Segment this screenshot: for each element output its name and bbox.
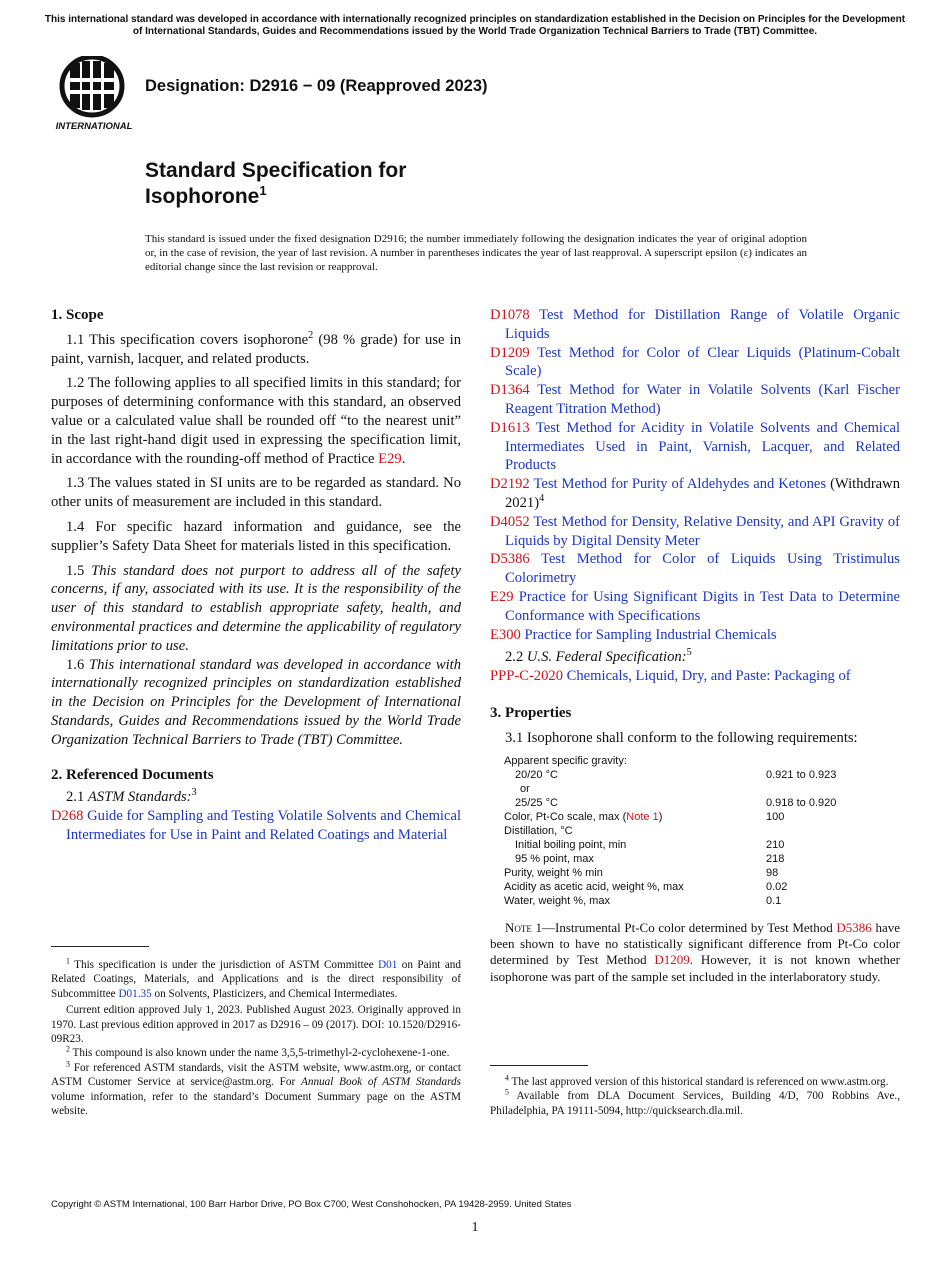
properties-intro: 3.1 Isophorone shall conform to the following requirements: [505, 729, 858, 746]
ref-code[interactable]: D1078 [490, 307, 530, 323]
ref-item [490, 306, 900, 344]
scope-1-6: 1.6 This international standard was developed in accordance with internationally recognized principles on standardization established in the Decision on Principles for the Development of International Standards, Guides and Recommendations issued by the World Trade Organization Technical Barriers to Trade (TBT) Committee. [51, 656, 462, 748]
scope-heading: 1. Scope [51, 307, 104, 323]
scope-1-2: 1.2 The following applies to all specified limits in this standard; for purposes of determining conformance with this standard, an observed value or a calculated value shall be rounded off “to the nearest unit” in the last right-hand digit used in expressing the specification limit, in accordance with the rounding-off method of Practice E29. [51, 375, 461, 467]
ref-item [490, 513, 900, 551]
ref-title[interactable]: Test Method for Water in Volatile Solvents (Karl Fischer Reagent Titration Method) [505, 382, 900, 417]
ref-title[interactable]: Test Method for Color of Clear Liquids (Platinum-Cobalt Scale) [505, 344, 900, 380]
title-line-2: Isophorone [145, 185, 260, 208]
ref-code[interactable]: D268 [51, 808, 84, 825]
ref-code[interactable]: D1209 [490, 344, 530, 361]
footnote-divider-right [490, 1065, 588, 1066]
ref-item [490, 626, 900, 645]
note-1: Note 1—Instrumental Pt-Co color determined by Test Method D5386 have been shown to have no statistically significant difference from Pt-Co color determined by Test Method D1209. However, it is not known whether isophorone was part of the sample set included in the interlaboratory study. [490, 919, 901, 984]
ref-item [51, 807, 461, 845]
scope-1-3: 1.3 The values stated in SI units are to be regarded as standard. No other units of measurement are included in this standard. [51, 475, 461, 511]
table-row: or [520, 782, 530, 795]
astm-standards-label: 2.1 ASTM Standards:$^3$ [66, 787, 197, 806]
table-row: 20/20 °C 0.921 to 0.923 [515, 768, 837, 781]
table-row: 25/25 °C 0.918 to 0.920 [515, 796, 837, 809]
table-row: Purity, weight % min 98 [504, 866, 779, 879]
footnote-3: $^3$ For referenced ASTM standards, visit the ASTM website, www.astm.org, or contact ASTM Customer Service at service@astm.org. For Annual Book of ASTM Standards volume information, refer to the standard’s Document Summary page on the ASTM website. [51, 1059, 461, 1118]
ref-item [490, 550, 900, 588]
footnote-1-edition: Current edition approved July 1, 2023. Published August 2023. Originally approved in 1970. Last previous edition approved in 2017 as D2916 – 09 (2017). DOI: 10.1520/D2916-09R23. [51, 1004, 461, 1046]
ref-title[interactable]: Test Method for Acidity in Volatile Solvents and Chemical Intermediates Used in Paint, Varnish, Lacquer, and Related Products [505, 419, 900, 474]
ref-code[interactable]: D1613 [490, 419, 530, 436]
ref-title[interactable]: Practice for Sampling Industrial Chemicals [524, 626, 777, 643]
table-row: Color, Pt-Co scale, max (Note 1) 100 [504, 810, 785, 823]
top-notice: This international standard was developed in accordance with internationally recognized principles on standardization established in the Decision on Principles for the Development of International Standards, Guides and Recommendations issued by the World Trade Organization Technical Barriers to Trade (TBT) Committee. [44, 14, 906, 37]
ref-item [490, 475, 900, 513]
federal-spec-label: 2.2 U.S. Federal Specification:$^5$ [505, 647, 692, 666]
ref-code[interactable]: D1364 [490, 382, 530, 399]
designation: Designation: D2916 − 09 (Reapproved 2023) [145, 77, 488, 95]
link-d01-35[interactable]: D01.35 [118, 987, 152, 1000]
right-column [490, 306, 900, 985]
link-e29[interactable]: E29 [378, 450, 402, 467]
ref-code[interactable]: D5386 [490, 551, 530, 568]
ref-withdrawn: (Withdrawn 2021) [505, 476, 900, 511]
table-row: Apparent specific gravity: [504, 754, 627, 767]
astm-logo [52, 56, 136, 132]
footnote-4: $^4$ The last approved version of this historical standard is referenced on www.astm.org. [505, 1073, 889, 1088]
footnotes-left [51, 958, 461, 1118]
ref-item [490, 381, 900, 419]
title-footnote-ref[interactable]: 1 [259, 183, 267, 198]
ref-code[interactable]: E29 [490, 588, 514, 605]
ref-code[interactable]: D4052 [490, 513, 530, 530]
federal-ref-item [490, 667, 900, 686]
table-row: 95 % point, max 218 [515, 852, 785, 865]
properties-heading: 3. Properties [490, 704, 572, 721]
astm-reference-list [490, 306, 900, 644]
footnote-ref-2[interactable]: 2 [308, 329, 314, 341]
link-d01[interactable]: D01 [378, 959, 398, 971]
table-row: Distillation, °C [504, 824, 573, 837]
issued-note: This standard is issued under the fixed designation D2916; the number immediately following the designation indicates the year of original adoption or, in the case of revision, the year of last revision. A number in parentheses indicates the year of last reapproval. A superscript epsilon (ε) indicates an editorial change since the last revision or reapproval. [145, 233, 807, 273]
copyright: Copyright © ASTM International, 100 Barr Harbor Drive, PO Box C700, West Conshohocken, PA 19428-2959. United States [51, 1199, 572, 1210]
ref-item [490, 344, 900, 382]
footnote-ref-4[interactable]: 4 [539, 493, 545, 505]
footnote-ref-3[interactable]: 3 [191, 787, 197, 799]
logo-text: INTERNATIONAL [55, 121, 133, 132]
astm-logo-icon [52, 56, 136, 132]
table-row: Initial boiling point, min 210 [515, 838, 785, 851]
ref-code[interactable]: D2192 [490, 476, 530, 493]
footnote-ref-5[interactable]: 5 [686, 647, 692, 659]
link-d5386[interactable]: D5386 [836, 919, 872, 935]
link-d1209[interactable]: D1209 [654, 952, 690, 968]
page-number: 1 [471, 1220, 479, 1235]
ref-item [490, 588, 900, 626]
ref-code[interactable]: PPP-C-2020 [490, 668, 563, 685]
ref-title[interactable]: Guide for Sampling and Testing Volatile Solvents and Chemical Intermediates for Use in Paint and Related Coatings and Material [66, 808, 461, 843]
footnote-5: $^5$ Available from DLA Document Services, Building 4/D, 700 Robbins Ave., Philadelphia, PA 19111-5094, http://quicksearch.dla.mil. [490, 1087, 900, 1117]
footnotes-right [490, 1075, 900, 1118]
link-note-1[interactable]: Note 1 [626, 810, 659, 823]
footnote-2: $^2$ This compound is also known under the name 3,5,5-trimethyl-2-cyclohexene-1-one. [66, 1044, 450, 1060]
footnote-divider-left [51, 946, 149, 947]
footnote-1: $^1$ This specification is under the jurisdiction of ASTM Committee D01 on Paint and Related Coatings, Materials, and Applications and is the direct responsibility of Subcommittee D01.35 on Solvents, Plasticizers, and Chemical Intermediates. [51, 956, 461, 1000]
scope-1-1: 1.1 This specification covers isophorone$^2$ (98 % grade) for use in paint, varnish, lacquer, and related products. [51, 329, 462, 367]
title-line-1: Standard Specification for [145, 159, 407, 182]
ref-title[interactable]: Chemicals, Liquid, Dry, and Paste: Packaging of [566, 668, 851, 685]
ref-title[interactable]: Test Method for Density, Relative Density, and API Gravity of Liquids by Digital Density Meter [505, 513, 900, 549]
table-row: Water, weight %, max 0.1 [504, 894, 782, 907]
page-title [145, 158, 406, 210]
requirements-table [490, 754, 900, 908]
referenced-heading: 2. Referenced Documents [51, 766, 214, 783]
ref-title[interactable]: Test Method for Purity of Aldehydes and Ketones [533, 476, 827, 493]
scope-1-4: 1.4 For specific hazard information and guidance, see the supplier’s Safety Data Sheet for materials listed in this specification. [51, 518, 461, 554]
table-row: Acidity as acetic acid, weight %, max 0.02 [504, 880, 788, 893]
scope-1-5: 1.5 This standard does not purport to address all of the safety concerns, if any, associated with its use. It is the responsibility of the user of this standard to establish appropriate safety, health, and environmental practices and determine the applicability of regulatory limitations prior to use. [51, 562, 461, 654]
ref-title[interactable]: Test Method for Color of Liquids Using Tristimulus Colorimetry [505, 551, 900, 587]
ref-title[interactable]: Test Method for Distillation Range of Volatile Organic Liquids [505, 307, 900, 342]
ref-code[interactable]: E300 [490, 626, 521, 643]
ref-title[interactable]: Practice for Using Significant Digits in Test Data to Determine Conformance with Specifications [505, 588, 900, 624]
note-label: Note 1 [505, 919, 543, 935]
left-column [51, 306, 461, 845]
ref-item [490, 419, 900, 475]
